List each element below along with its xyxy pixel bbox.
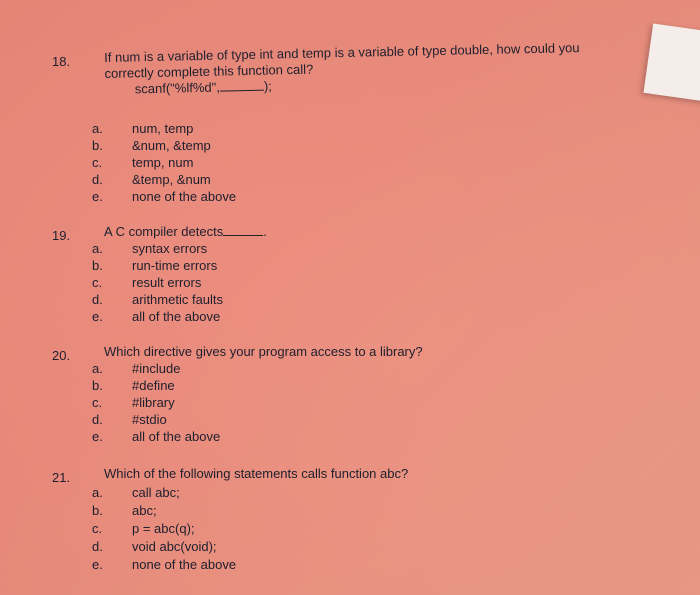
option-e <box>92 188 236 205</box>
question-number: 20. <box>52 348 71 363</box>
option-letter: c. <box>92 155 103 170</box>
option-letter: e. <box>92 429 103 444</box>
option-letter: d. <box>92 172 103 187</box>
option-b <box>92 502 157 519</box>
stem-text: A C compiler detects <box>104 224 224 239</box>
option-letter: c. <box>92 521 103 536</box>
option-letter: c. <box>92 395 103 410</box>
option-letter: d. <box>92 292 103 307</box>
option-d <box>92 171 211 188</box>
question-number: 21. <box>52 470 71 485</box>
option-d <box>92 291 223 308</box>
option-text: call abc; <box>132 485 180 500</box>
option-e <box>92 428 220 445</box>
option-text: p = abc(q); <box>132 521 195 536</box>
stem-line: Which of the following statements calls function abc? <box>104 466 409 481</box>
option-letter: d. <box>92 539 103 554</box>
option-c <box>92 520 195 537</box>
option-letter: e. <box>92 309 103 324</box>
option-a <box>92 120 193 137</box>
option-text: &temp, &num <box>132 172 211 187</box>
stem-line: correctly complete this function call? <box>104 61 314 81</box>
option-text: none of the above <box>132 557 237 572</box>
option-text: abc; <box>132 503 157 518</box>
paper-tab <box>643 23 700 102</box>
answer-blank <box>220 80 264 92</box>
option-letter: b. <box>92 378 103 393</box>
option-text: arithmetic faults <box>132 292 224 307</box>
option-b <box>92 137 211 154</box>
option-text: num, temp <box>132 121 194 136</box>
option-letter: a. <box>92 241 103 256</box>
option-c <box>92 154 193 171</box>
option-letter: a. <box>92 121 103 136</box>
option-c <box>92 394 175 411</box>
option-letter: b. <box>92 503 103 518</box>
answer-blank <box>223 225 263 236</box>
option-text: &num, &temp <box>132 138 211 153</box>
option-e <box>92 556 236 573</box>
question-stem <box>104 466 604 482</box>
option-letter: a. <box>92 361 103 376</box>
question-number: 18. <box>52 54 71 69</box>
option-text: #stdio <box>132 412 167 427</box>
option-letter: b. <box>92 258 103 273</box>
question-stem <box>104 40 605 98</box>
option-e <box>92 308 220 325</box>
option-letter: d. <box>92 412 103 427</box>
question-stem <box>104 344 604 360</box>
option-text: result errors <box>132 275 202 290</box>
option-letter: a. <box>92 485 103 500</box>
option-d <box>92 411 167 428</box>
option-text: #library <box>132 395 175 410</box>
option-text: run-time errors <box>132 258 218 273</box>
option-a <box>92 360 180 377</box>
option-text: temp, num <box>132 155 194 170</box>
question-number: 19. <box>52 228 71 243</box>
option-letter: b. <box>92 138 103 153</box>
option-letter: c. <box>92 275 103 290</box>
option-text: void abc(void); <box>132 539 217 554</box>
option-text: #define <box>132 378 175 393</box>
question-stem <box>104 224 604 240</box>
code-suffix: ); <box>263 78 272 94</box>
stem-suffix: . <box>263 224 267 239</box>
code-prefix: scanf("%lf%d", <box>134 79 221 97</box>
option-text: all of the above <box>132 309 221 324</box>
option-a <box>92 240 207 257</box>
option-text: none of the above <box>132 189 237 204</box>
option-letter: e. <box>92 189 103 204</box>
option-text: syntax errors <box>132 241 208 256</box>
option-c <box>92 274 201 291</box>
option-text: #include <box>132 361 181 376</box>
stem-line: Which directive gives your program access to a library? <box>104 344 423 359</box>
option-letter: e. <box>92 557 103 572</box>
stem-line <box>104 224 604 240</box>
option-text: all of the above <box>132 429 221 444</box>
option-b <box>92 257 217 274</box>
stem-line: If num is a variable of type int and temp is a variable of type double, how could you <box>104 40 580 65</box>
option-a <box>92 484 180 501</box>
option-b <box>92 377 175 394</box>
option-d <box>92 538 217 555</box>
